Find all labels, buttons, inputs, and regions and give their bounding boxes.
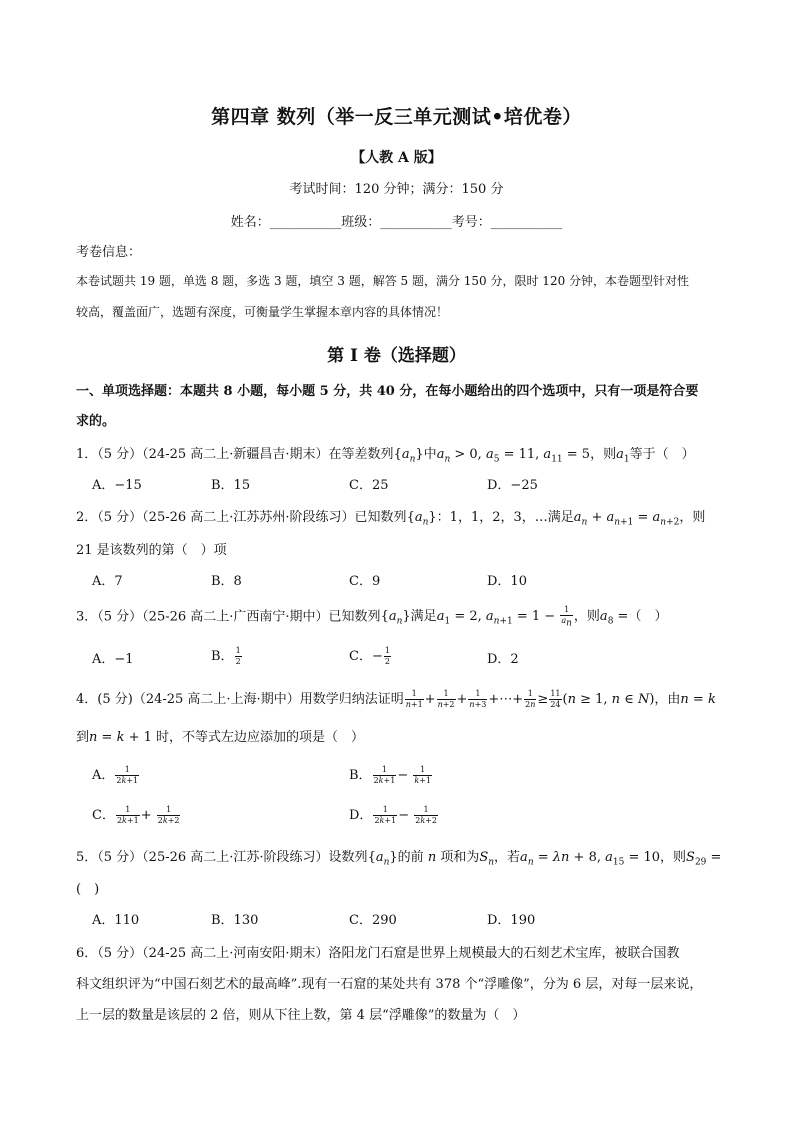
question-1-option-c[interactable]: C．25 — [349, 478, 389, 493]
exam-info-heading: 考卷信息： — [76, 245, 142, 260]
question-5-option-d[interactable]: D．190 — [487, 913, 536, 928]
exam-time: 考试时间：120 分钟；满分：150 分 — [289, 182, 504, 197]
question-2-option-b[interactable]: B．8 — [211, 574, 242, 589]
part1-instructions-line-2: 求的。 — [76, 414, 116, 429]
part1-instructions-line-1: 一、单项选择题：本题共 8 小题，每小题 5 分，共 40 分，在每小题给出的四个选项中，只有一项是符合要 — [76, 384, 699, 399]
question-1 — [76, 443, 695, 465]
question-3-text: 3．（5 分）（25-26 高二上·广西南宁·期中）已知数列 — [76, 609, 381, 625]
question-4-option-d[interactable]: D． $\frac{1}{2k+1}$ − $\frac{1}{2k+2}$ — [349, 805, 437, 825]
question-5-option-a[interactable]: A．110 — [92, 913, 140, 928]
question-4-math-2: 到n = k + 1 — [76, 730, 157, 745]
exam-info-line-2: 较高，覆盖面广，选题有深度，可衡量学生掌握本章内容的具体情况！ — [76, 305, 449, 319]
question-4-option-b[interactable]: B． $\frac{1}{2k+1}$ − $\frac{1}{k+1}$ — [349, 765, 431, 785]
question-4 — [76, 688, 716, 710]
section-title: 第 I 卷（选择题） — [327, 346, 466, 366]
question-3 — [76, 605, 667, 629]
question-2 — [76, 506, 705, 528]
question-4-text: 4．(5 分)（24-25 高二上·上海·期中）用数学归纳法证明 — [76, 692, 404, 707]
question-2-math: $\{a_n\}$：1，1，2，3，…满足$a_n + a_{n+1} = a_{n+2}$，则 — [406, 510, 706, 528]
question-1-option-b[interactable]: B．15 — [211, 478, 251, 493]
question-6-line-3: 上一层的数量是该层的 2 倍，则从下往上数，第 4 层“浮雕像”的数量为（ ） — [76, 1008, 526, 1023]
edition-label: 【人教 A 版】 — [351, 150, 442, 166]
question-3-math: $\{a_n\}$满足$a_1 = 2$, $a_{n+1} = 1$ − $\frac{1}{a_n}$ ，则$a_8$ =（ ） — [380, 605, 668, 629]
question-2-option-c[interactable]: C．9 — [349, 574, 381, 589]
question-2-line-2: 21 是该数列的第（ ）项 — [76, 543, 227, 558]
question-4-line-2 — [76, 726, 364, 745]
question-6-line-2: 科文组织评为“中国石刻艺术的最高峰”.现有一石窟的某处共有 378 个“浮雕像”，分为 6 层，对每一层来说， — [76, 977, 703, 992]
question-5-text: 5．（5 分）（25-26 高二上·江苏·阶段练习）设数列 — [76, 850, 368, 865]
question-1-option-d[interactable]: D．−25 — [487, 478, 538, 493]
question-6-line-1: 6．（5 分）（24-25 高二上·河南安阳·期末）洛阳龙门石窟是世界上规模最大的石刻艺术宝库，被联合国教 — [76, 946, 680, 961]
question-3-option-a[interactable]: A．−1 — [92, 652, 134, 667]
exam-info-line-1: 本卷试题共 19 题，单选 8 题，多选 3 题，填空 3 题，解答 5 题，满分 150 分，限时 120 分钟，本卷题型针对性 — [76, 274, 690, 288]
question-1-math: $\{a_n\}$中$a_n > 0$, $a_5 = 11$, $a_{11} = 5$，则$a_1$等于（ ） — [393, 447, 695, 465]
question-5 — [76, 846, 721, 868]
question-2-text: 2．（5 分）（25-26 高二上·江苏苏州·阶段练习）已知数列 — [76, 510, 407, 525]
question-5-option-b[interactable]: B．130 — [211, 913, 259, 928]
question-3-option-c[interactable]: C．− $\frac{1}{2}$ — [349, 646, 390, 666]
question-2-option-a[interactable]: A．7 — [92, 574, 123, 589]
question-5-option-c[interactable]: C．290 — [349, 913, 397, 928]
document-title: 第四章 数列（举一反三单元测试•培优卷） — [211, 106, 582, 128]
question-4-option-a[interactable]: A． $\frac{1}{2k+1}$ — [92, 765, 139, 785]
question-4-option-c[interactable]: C． $\frac{1}{2k+1}$ + $\frac{1}{2k+2}$ — [92, 805, 180, 825]
question-5-line-2: ( ) — [76, 882, 100, 897]
question-5-math: $\{a_n\}$的前 n 项和为$S_n$，若$a_n = \lambda n + 8$, $a_{15} = 10$，则$S_{29}$ = — [367, 850, 722, 868]
question-3-option-d[interactable]: D．2 — [487, 652, 519, 667]
question-4-text-2: 时，不等式左边应添加的项是（ ） — [156, 730, 365, 745]
question-3-option-b[interactable]: B． $\frac{1}{2}$ — [211, 646, 241, 666]
student-info-line: 姓名：___________班级：___________考号：___________ — [230, 215, 563, 230]
question-1-option-a[interactable]: A．−15 — [92, 478, 142, 493]
question-4-math: $\frac{1}{n+1}$ + $\frac{1}{n+2}$ + $\frac{1}{n+3}$ +⋯+ $\frac{1}{2n}$ ≥ $\frac{11}{24}$ (n ≥ 1, n ∈ N)，由n = k — [405, 689, 716, 709]
question-2-option-d[interactable]: D．10 — [487, 574, 527, 589]
question-1-text: 1．（5 分）（24-25 高二上·新疆昌吉·期末）在等差数列 — [76, 447, 394, 462]
